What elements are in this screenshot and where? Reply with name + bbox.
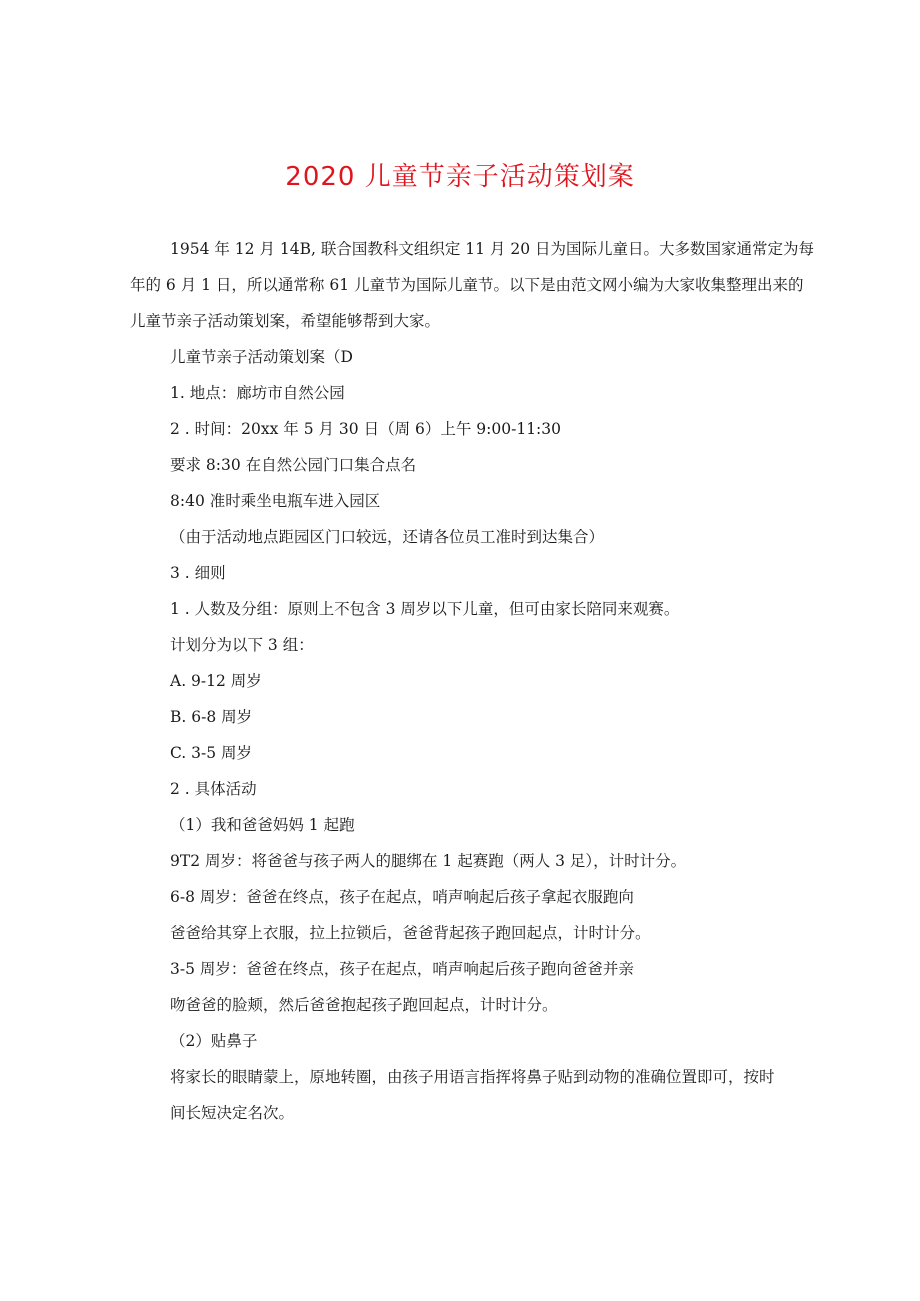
page-title: 2020 儿童节亲子活动策划案 [285, 162, 635, 192]
body-line: 1. 地点：廊坊市自然公园 [170, 384, 345, 402]
section-heading: 儿童节亲子活动策划案（D [170, 348, 353, 366]
body-line: 9T2 周岁：将爸爸与孩子两人的腿绑在 1 起赛跑（两人 3 足），计时计分。 [170, 852, 687, 870]
body-line: 间长短决定名次。 [170, 1104, 295, 1122]
list-item: C. 3-5 周岁 [170, 744, 253, 762]
body-line: 6-8 周岁：爸爸在终点，孩子在起点，哨声响起后孩子拿起衣服跑向 [170, 888, 634, 906]
intro-line: 年的 6 月 1 日，所以通常称 61 儿童节为国际儿童节。以下是由范文网小编为大家收集整理出来的 [130, 276, 804, 294]
intro-line: 儿童节亲子活动策划案，希望能够帮到大家。 [130, 312, 441, 330]
body-line: （1）我和爸爸妈妈 1 起跑 [170, 816, 355, 834]
body-line: 计划分为以下 3 组： [170, 636, 314, 654]
body-line: 3-5 周岁：爸爸在终点，孩子在起点，哨声响起后孩子跑向爸爸并亲 [170, 960, 634, 978]
body-line: 吻爸爸的脸颊，然后爸爸抱起孩子跑回起点，计时计分。 [170, 996, 558, 1014]
body-line: 要求 8:30 在自然公园门口集合点名 [170, 456, 417, 474]
body-line: 2 . 时间：20xx 年 5 月 30 日（周 6）上午 9:00-11:30 [170, 420, 561, 438]
list-item: B. 6-8 周岁 [170, 708, 253, 726]
body-line: 2 . 具体活动 [170, 780, 257, 798]
body-line: 3 . 细则 [170, 564, 226, 582]
body-line: 爸爸给其穿上衣服，拉上拉锁后，爸爸背起孩子跑回起点，计时计分。 [170, 924, 651, 942]
body-line: （2）贴鼻子 [170, 1032, 258, 1050]
intro-line: 1954 年 12 月 14B, 联合国教科文组织定 11 月 20 日为国际儿童日。大多数国家通常定为每 [170, 240, 815, 258]
body-line: 8:40 准时乘坐电瓶车进入园区 [170, 492, 381, 510]
body-line: 将家长的眼睛蒙上，原地转圈，由孩子用语言指挥将鼻子贴到动物的准确位置即可，按时 [170, 1068, 775, 1086]
list-item: A. 9-12 周岁 [170, 672, 262, 690]
body-line: 1 . 人数及分组：原则上不包含 3 周岁以下儿童，但可由家长陪同来观赛。 [170, 600, 680, 618]
body-line: （由于活动地点距园区门口较远，还请各位员工准时到达集合） [170, 528, 605, 546]
